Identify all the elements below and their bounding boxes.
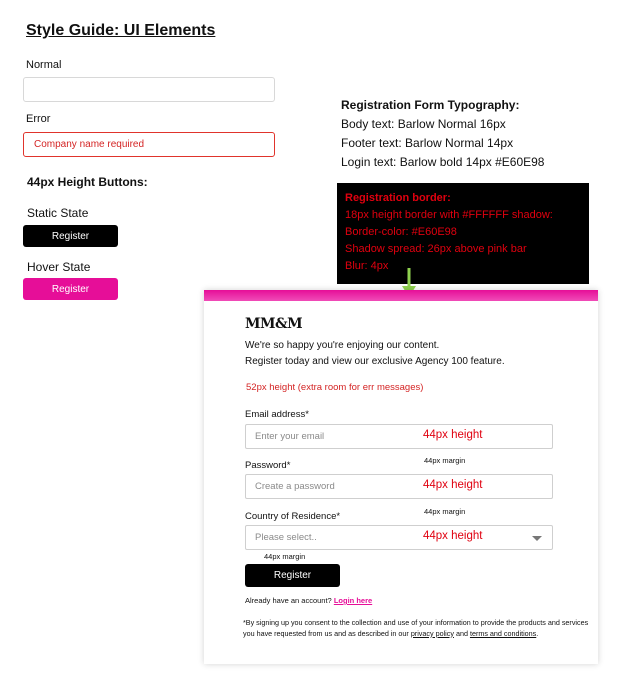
static-register-button[interactable]: Register: [23, 225, 118, 247]
normal-label: Normal: [26, 59, 62, 71]
normal-input-sample[interactable]: [23, 77, 275, 102]
margin-note: 44px margin: [424, 456, 466, 465]
country-placeholder: Please select..: [255, 532, 317, 543]
consent-and: and: [453, 628, 470, 638]
email-placeholder: Enter your email: [255, 431, 325, 442]
margin-note: 44px margin: [424, 507, 466, 516]
already-account-text: [245, 596, 372, 605]
register-button[interactable]: Register: [245, 564, 340, 587]
buttons-heading: 44px Height Buttons:: [27, 175, 148, 189]
country-select[interactable]: [245, 525, 553, 550]
error-input-text: Company name required: [34, 139, 145, 150]
hover-register-button[interactable]: Register: [23, 278, 118, 300]
login-link[interactable]: Login here: [333, 596, 373, 605]
consent-end: .: [536, 628, 539, 638]
hover-state-label: Hover State: [27, 260, 91, 274]
border-spec-line: 18px height border with #FFFFFF shadow:: [345, 209, 553, 221]
consent-body: *By signing up you consent to the collection and use of your information to provide the products and services you have requested from us and as described in our: [243, 618, 589, 638]
border-spec-title: Registration border:: [345, 192, 451, 204]
email-label: Email address*: [245, 409, 309, 420]
password-field[interactable]: [245, 474, 553, 499]
typography-login: Login text: Barlow bold 14px #E60E98: [341, 155, 545, 169]
password-height-note: 44px height: [423, 479, 483, 491]
error-label: Error: [26, 113, 51, 125]
typography-footer: Footer text: Barlow Normal 14px: [341, 136, 514, 150]
country-height-note: 44px height: [423, 530, 483, 542]
password-label: Password*: [245, 460, 291, 471]
intro-line-1: We're so happy you're enjoying our content.: [245, 340, 440, 351]
password-placeholder: Create a password: [255, 481, 335, 492]
registration-pink-bar: [204, 290, 598, 301]
error-input-sample[interactable]: [23, 132, 275, 157]
border-spec-line: Shadow spread: 26px above pink bar: [345, 243, 527, 255]
consent-text: [243, 618, 593, 639]
already-account-label: Already have an account?: [245, 596, 332, 605]
intro-line-2: Register today and view our exclusive Agency 100 feature.: [245, 356, 505, 367]
border-spec-line: Border-color: #E60E98: [345, 226, 457, 238]
border-spec-line: Blur: 4px: [345, 260, 389, 272]
brand-logo: MM&M: [245, 316, 303, 332]
static-state-label: Static State: [27, 206, 89, 220]
country-label: Country of Residence*: [245, 511, 341, 522]
privacy-policy-link[interactable]: privacy policy: [410, 628, 454, 638]
chevron-down-icon[interactable]: [532, 536, 542, 541]
terms-link[interactable]: terms and conditions: [469, 628, 537, 638]
margin-note: 44px margin: [264, 552, 306, 561]
email-height-note: 44px height: [423, 429, 483, 441]
height-note-52: 52px height (extra room for err messages): [246, 382, 424, 393]
email-field[interactable]: [245, 424, 553, 449]
page-title: Style Guide: UI Elements: [26, 22, 216, 39]
border-spec-box: [337, 183, 589, 284]
typography-title: Registration Form Typography:: [341, 98, 520, 112]
typography-body: Body text: Barlow Normal 16px: [341, 117, 506, 131]
